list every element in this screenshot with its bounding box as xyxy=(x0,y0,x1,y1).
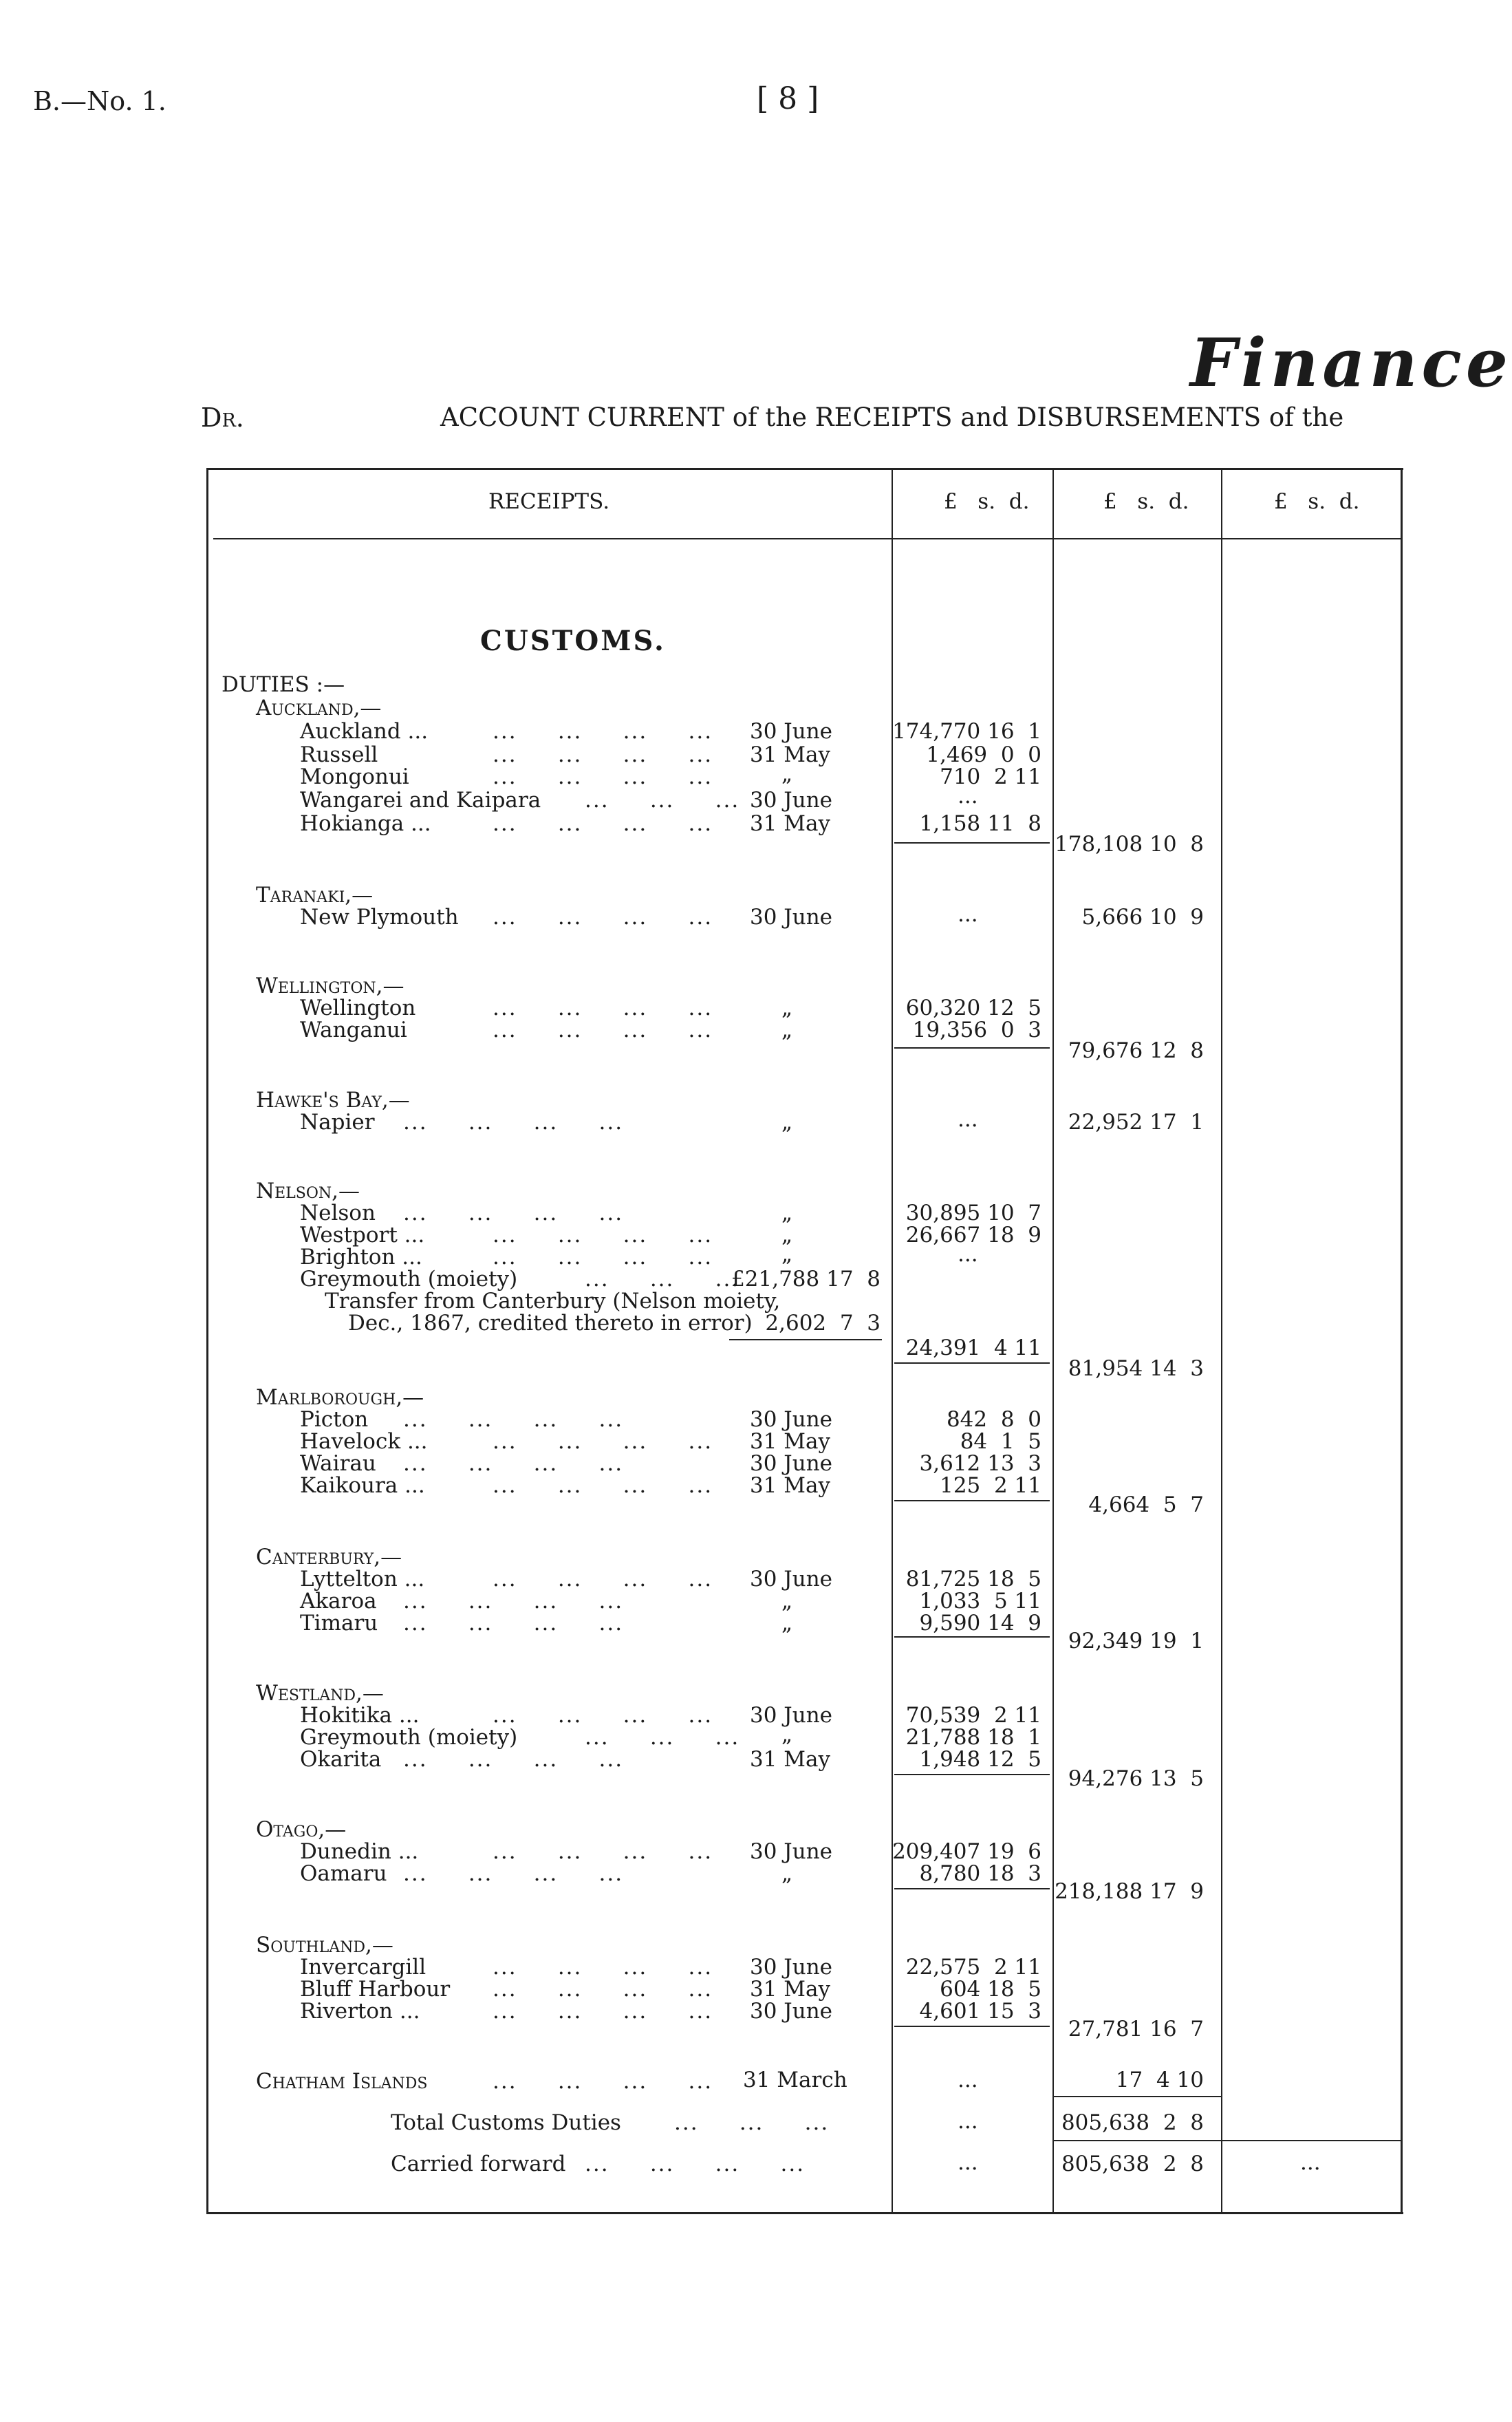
date: „ xyxy=(781,1110,793,1135)
amount: ... xyxy=(958,2109,978,2134)
date: 30 June xyxy=(750,719,833,744)
leader-dots: ... ... ... ... xyxy=(403,1110,624,1135)
leader-dots: ... ... ... ... xyxy=(493,1245,713,1269)
chatham-total: 17 4 10 xyxy=(1115,2068,1204,2092)
leader-dots: ... ... ... xyxy=(585,788,740,813)
leader-dots: ... ... ... ... xyxy=(493,719,713,744)
leader-dots: ... ... ... ... xyxy=(493,811,713,836)
place-name: Invercargill xyxy=(300,1955,426,1980)
col2-heading: £ s. d. xyxy=(1103,489,1189,514)
leader-dots: ... ... ... ... xyxy=(493,1018,713,1042)
transfer-amount: 2,602 7 3 xyxy=(765,1311,881,1336)
date: 31 May xyxy=(750,1977,831,2002)
amount: 22,575 2 11 xyxy=(905,1955,1041,1980)
leader-dots: ... ... ... ... xyxy=(403,1589,624,1614)
amount: ... xyxy=(958,2068,978,2092)
date: 31 May xyxy=(750,1429,831,1454)
place-name: Mongonui xyxy=(300,764,409,789)
leader-dots: ... ... ... ... xyxy=(403,1611,624,1636)
province-name: Canterbury,— xyxy=(256,1545,402,1569)
province-total: 5,666 10 9 xyxy=(1081,905,1204,930)
table-top-rule xyxy=(206,468,1403,470)
amount: 9,590 14 9 xyxy=(919,1611,1041,1636)
amount: 1,033 5 11 xyxy=(919,1589,1041,1614)
transfer-note: Dec., 1867, credited thereto in error) xyxy=(348,1311,753,1336)
receipts-heading: RECEIPTS. xyxy=(488,489,610,514)
province-total: 218,188 17 9 xyxy=(1055,1879,1204,1904)
date: 31 May xyxy=(750,811,831,836)
account-title: ACCOUNT CURRENT of the RECEIPTS and DISBURSEMENTS of the xyxy=(440,403,1344,432)
leader-dots: ... ... ... ... xyxy=(403,1861,624,1886)
leader-dots: ... ... ... ... xyxy=(403,1201,624,1225)
date: 31 May xyxy=(750,742,831,767)
amount: 604 18 5 xyxy=(940,1977,1041,2002)
amount: 1,948 12 5 xyxy=(919,1747,1041,1772)
subtotal-rule xyxy=(894,842,1050,844)
date: „ xyxy=(781,1018,793,1042)
amount: 4,601 15 3 xyxy=(919,1999,1041,2024)
province-total: 22,952 17 1 xyxy=(1068,1110,1204,1135)
subtotal-rule xyxy=(894,1047,1050,1049)
place-name: Oamaru xyxy=(300,1861,387,1886)
amount: 3,612 13 3 xyxy=(919,1451,1041,1476)
date: 31 March xyxy=(743,2068,847,2092)
amount: 710 2 11 xyxy=(940,764,1041,789)
date: „ xyxy=(781,1611,793,1636)
amount: 26,667 18 9 xyxy=(905,1223,1041,1247)
table-left-rule xyxy=(206,468,208,2214)
amount: 70,539 2 11 xyxy=(905,1703,1041,1728)
subtotal-rule xyxy=(894,1362,1050,1364)
date: „ xyxy=(781,996,793,1020)
col3-rule xyxy=(1221,468,1222,2214)
moiety-amount: £21,788 17 8 xyxy=(731,1267,881,1292)
amount: ... xyxy=(958,902,978,927)
place-name: Auckland ... xyxy=(300,719,429,744)
carried-forward-amount: 805,638 2 8 xyxy=(1061,2152,1204,2176)
province-name: Marlborough,— xyxy=(256,1385,424,1410)
amount: 30,895 10 7 xyxy=(905,1201,1041,1225)
date: „ xyxy=(781,1589,793,1614)
date: 30 June xyxy=(750,1567,833,1592)
province-total: 79,676 12 8 xyxy=(1068,1038,1204,1063)
date: 30 June xyxy=(750,1999,833,2024)
place-name: Brighton ... xyxy=(300,1245,422,1269)
leader-dots: ... ... ... ... xyxy=(493,1223,713,1247)
amount: 1,158 11 8 xyxy=(919,811,1041,836)
leader-dots: ... ... ... ... xyxy=(493,1977,713,2002)
place-name: Bluff Harbour xyxy=(300,1977,451,2002)
date: 30 June xyxy=(750,905,833,930)
leader-dots: ... ... ... ... xyxy=(493,1473,713,1498)
place-name: New Plymouth xyxy=(300,905,459,930)
place-name: Okarita xyxy=(300,1747,382,1772)
amount: 842 8 0 xyxy=(946,1407,1041,1432)
date: 30 June xyxy=(750,1703,833,1728)
leader-dots: ... ... ... ... xyxy=(493,1703,713,1728)
place-name: Nelson xyxy=(300,1201,376,1225)
subtotal-rule xyxy=(894,1774,1050,1775)
amount: 125 2 11 xyxy=(940,1473,1041,1498)
table-right-rule xyxy=(1401,468,1403,2214)
leader-dots: ... ... ... ... xyxy=(493,742,713,767)
leader-dots: ... ... ... ... xyxy=(403,1407,624,1432)
amount: 21,788 18 1 xyxy=(905,1725,1041,1750)
province-name: Nelson,— xyxy=(256,1179,360,1203)
place-name: Picton xyxy=(300,1407,369,1432)
date: „ xyxy=(781,1722,793,1747)
table-bottom-rule xyxy=(206,2212,1403,2214)
place-name: Hokitika ... xyxy=(300,1703,420,1728)
leader-dots: ... ... ... ... xyxy=(585,2152,806,2176)
amount: 1,469 0 0 xyxy=(926,742,1041,767)
amount: ... xyxy=(958,1242,978,1267)
total-customs-amount: 805,638 2 8 xyxy=(1061,2110,1204,2135)
place-name: Lyttelton ... xyxy=(300,1567,425,1592)
date: „ xyxy=(781,1201,793,1225)
place-name: Timaru xyxy=(300,1611,378,1636)
place-name: Riverton ... xyxy=(300,1999,420,2024)
leader-dots: ... ... ... ... xyxy=(493,764,713,789)
amount: 84 1 5 xyxy=(960,1429,1041,1454)
place-name: Hokianga ... xyxy=(300,811,431,836)
leader-dots: ... ... ... ... xyxy=(403,1451,624,1476)
leader-dots: ... ... ... xyxy=(585,1267,740,1292)
leader-dots: ... ... ... ... xyxy=(493,1839,713,1864)
subtotal-rule xyxy=(729,1339,882,1340)
amount: 174,770 16 1 xyxy=(892,719,1041,744)
place-name: Greymouth (moiety) xyxy=(300,1725,518,1750)
date: 30 June xyxy=(750,788,833,813)
leader-dots: ... ... ... xyxy=(674,2110,830,2135)
province-total: 27,781 16 7 xyxy=(1068,2017,1204,2041)
province-total: 4,664 5 7 xyxy=(1088,1492,1204,1517)
document-reference: B.—No. 1. xyxy=(33,86,166,116)
amount: ... xyxy=(958,784,978,808)
amount: 8,780 18 3 xyxy=(919,1861,1041,1886)
province-name: Southland,— xyxy=(256,1933,393,1958)
place-name: Kaikoura ... xyxy=(300,1473,425,1498)
province-name: Taranaki,— xyxy=(256,883,374,908)
col3-amount: ... xyxy=(1300,2150,1321,2175)
place-name: Russell xyxy=(300,742,378,767)
transfer-note: Transfer from Canterbury (Nelson moiety, xyxy=(325,1289,781,1314)
amount: 209,407 19 6 xyxy=(892,1839,1041,1864)
leader-dots: ... ... ... xyxy=(585,1725,740,1750)
date: 30 June xyxy=(750,1407,833,1432)
date: „ xyxy=(781,1242,793,1267)
leader-dots: ... ... ... ... xyxy=(403,1747,624,1772)
subtotal-rule xyxy=(894,1500,1050,1501)
section-title: Finance xyxy=(1190,324,1512,402)
leader-dots: ... ... ... ... xyxy=(493,905,713,930)
col3-heading: £ s. d. xyxy=(1274,489,1360,514)
col1-heading: £ s. d. xyxy=(944,489,1030,514)
place-name: Wellington xyxy=(300,996,416,1020)
place-name: Havelock ... xyxy=(300,1429,428,1454)
place-name: Wairau xyxy=(300,1451,376,1476)
province-total: 92,349 19 1 xyxy=(1068,1629,1204,1653)
customs-title: CUSTOMS. xyxy=(480,625,666,657)
date: „ xyxy=(781,762,793,786)
amount: 60,320 12 5 xyxy=(905,996,1041,1020)
date: „ xyxy=(781,1861,793,1886)
subtotal-rule xyxy=(894,1888,1050,1889)
date: 30 June xyxy=(750,1839,833,1864)
province-name: Westland,— xyxy=(256,1681,384,1706)
place-name: Westport ... xyxy=(300,1223,425,1247)
date: „ xyxy=(781,1223,793,1247)
place-name: Dunedin ... xyxy=(300,1839,419,1864)
place-name: Akaroa xyxy=(300,1589,377,1614)
province-name: Hawke's Bay,— xyxy=(256,1088,410,1113)
place-name: Napier xyxy=(300,1110,375,1135)
leader-dots: ... ... ... ... xyxy=(493,1955,713,1980)
amount: 19,356 0 3 xyxy=(912,1018,1041,1042)
subtotal-rule xyxy=(894,2026,1050,2027)
leader-dots: ... ... ... ... xyxy=(493,1429,713,1454)
amount: 24,391 4 11 xyxy=(905,1336,1041,1360)
province-total: 94,276 13 5 xyxy=(1068,1766,1204,1791)
date: 30 June xyxy=(750,1955,833,1980)
header-rule xyxy=(213,538,1401,539)
carried-rule xyxy=(1052,2140,1401,2141)
amount: 81,725 18 5 xyxy=(905,1567,1041,1592)
chatham-label: Chatham Islands xyxy=(256,2069,428,2094)
province-name: Auckland,— xyxy=(256,696,382,720)
total-rule xyxy=(1052,2096,1221,2097)
duties-label: DUTIES :— xyxy=(222,672,345,697)
total-customs-label: Total Customs Duties xyxy=(391,2110,621,2135)
amount: ... xyxy=(958,1107,978,1132)
province-total: 81,954 14 3 xyxy=(1068,1356,1204,1381)
dr-label: Dr. xyxy=(201,403,244,433)
province-total: 178,108 10 8 xyxy=(1055,832,1204,857)
subtotal-rule xyxy=(894,1636,1050,1638)
leader-dots: ... ... ... ... xyxy=(493,1999,713,2024)
place-name: Greymouth (moiety) xyxy=(300,1267,518,1292)
province-name: Wellington,— xyxy=(256,974,404,998)
amount: ... xyxy=(958,2150,978,2175)
carried-forward-label: Carried forward xyxy=(391,2152,566,2176)
page-number: [ 8 ] xyxy=(757,81,819,116)
col2-rule xyxy=(1052,468,1054,2214)
leader-dots: ... ... ... ... xyxy=(493,1567,713,1592)
leader-dots: ... ... ... ... xyxy=(493,996,713,1020)
date: 30 June xyxy=(750,1451,833,1476)
place-name: Wanganui xyxy=(300,1018,407,1042)
date: 31 May xyxy=(750,1473,831,1498)
place-name: Wangarei and Kaipara xyxy=(300,788,541,813)
date: 31 May xyxy=(750,1747,831,1772)
leader-dots: ... ... ... ... xyxy=(493,2069,713,2094)
province-name: Otago,— xyxy=(256,1817,347,1842)
